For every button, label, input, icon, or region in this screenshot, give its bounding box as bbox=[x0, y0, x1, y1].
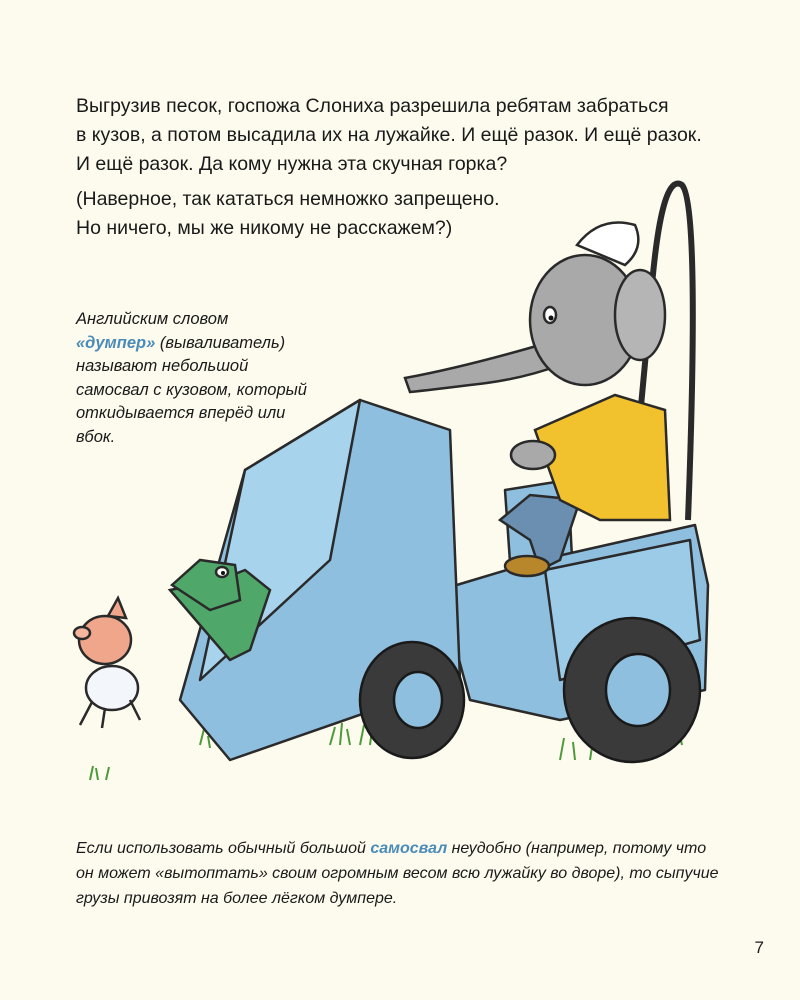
aside-text-line: Но ничего, мы же никому не расскажем?) bbox=[76, 217, 453, 239]
front-wheel-hub bbox=[606, 654, 670, 726]
bottom-note bbox=[76, 836, 736, 911]
bottom-note-line bbox=[76, 836, 736, 861]
side-note-text: (вываливатель) bbox=[155, 333, 286, 352]
main-text-line: Выгрузив песок, госпожа Слониха разрешила ребятам забраться bbox=[76, 95, 669, 117]
page-number: 7 bbox=[754, 938, 764, 957]
main-text-line: И ещё разок. Да кому нужна эта скучная горка? bbox=[76, 153, 508, 175]
bottom-note-line: грузы привозят на более лёгком думпере. bbox=[76, 890, 398, 907]
side-note-line: самосвал с кузовом, который bbox=[76, 380, 307, 399]
elephant-ear bbox=[615, 270, 665, 360]
bottom-note-text: неудобно (например, потому что bbox=[447, 840, 707, 857]
pig bbox=[74, 598, 140, 728]
elephant-arm bbox=[511, 441, 555, 469]
pig-snout bbox=[74, 627, 90, 639]
side-note-line: вбок. bbox=[76, 427, 116, 446]
side-note-line: называют небольшой bbox=[76, 357, 249, 375]
pig-ear bbox=[108, 598, 126, 618]
elephant-eye bbox=[544, 307, 556, 323]
elephant-pupil bbox=[549, 316, 554, 321]
rear-wheel-hub bbox=[394, 672, 442, 728]
term-dumper: «думпер» bbox=[76, 333, 156, 352]
main-text-line: в кузов, а потом высадила их на лужайке. И ещё разок. И ещё разок. bbox=[76, 124, 702, 146]
elephant-boots bbox=[505, 556, 549, 576]
term-dump-truck: самосвал bbox=[370, 840, 448, 857]
bottom-note-line: он может «вытоптать» своим огромным весом всю лужайку во дворе), то сыпучие bbox=[76, 865, 719, 882]
side-note-line: Английским словом bbox=[76, 310, 229, 328]
pig-head bbox=[79, 616, 131, 664]
aside-text-line: (Наверное, так кататься немножко запрещено. bbox=[76, 188, 500, 210]
pig-body bbox=[86, 666, 138, 710]
side-note-line: откидывается вперёд или bbox=[76, 404, 286, 422]
crocodile-pupil bbox=[221, 571, 225, 575]
bottom-note-text: Если использовать обычный большой bbox=[76, 840, 371, 857]
